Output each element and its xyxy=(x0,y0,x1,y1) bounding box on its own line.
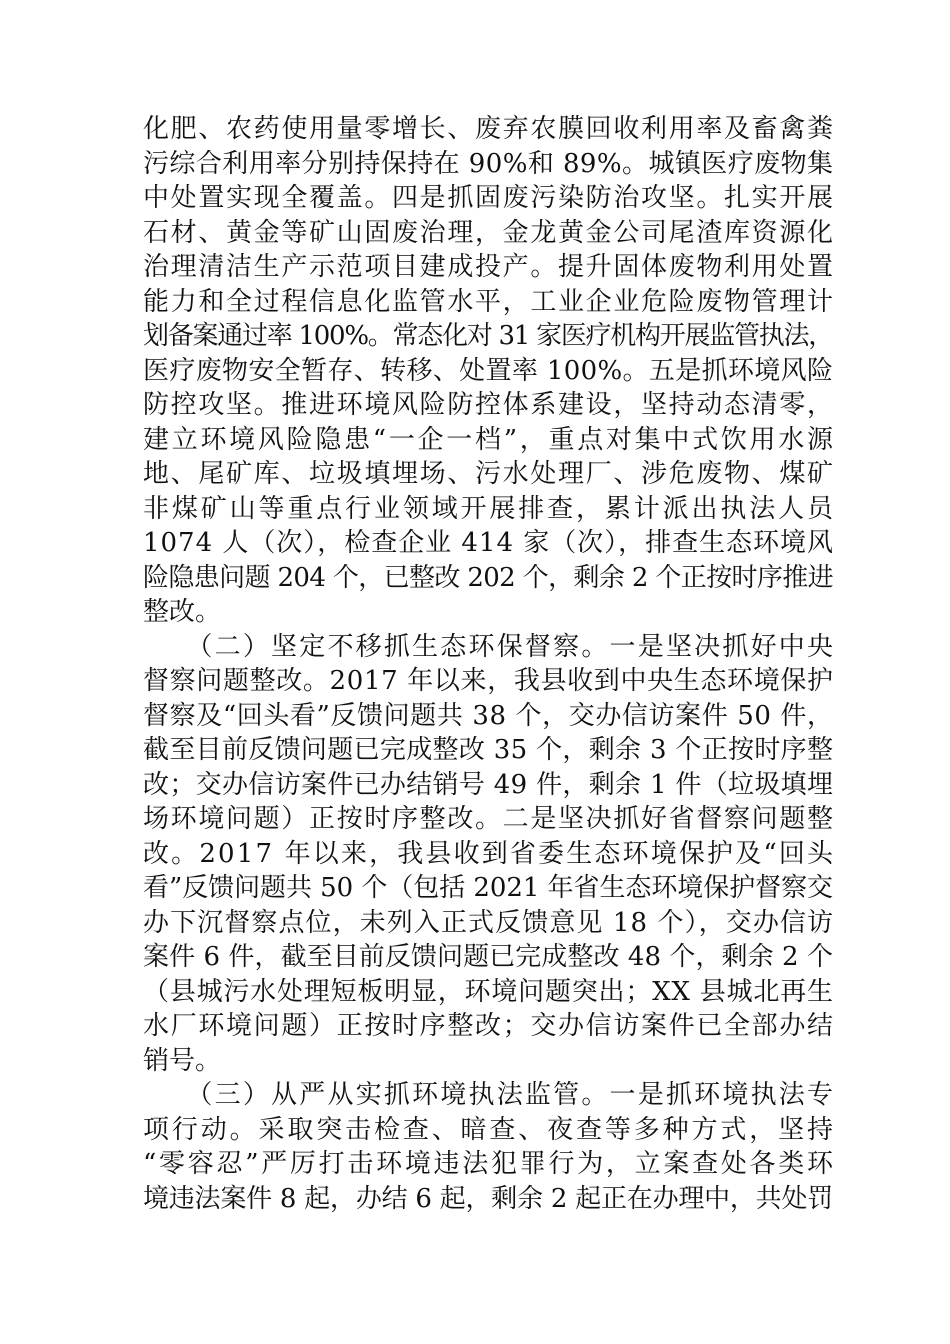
text-line: 督察及“回头看”反馈问题共 38 个，交办信访案件 50 件， xyxy=(143,700,834,731)
text-line: 境违法案件 8 起，办结 6 起，剩余 2 起正在办理中，共处罚 xyxy=(143,1183,833,1214)
text-line: 中处置实现全覆盖。四是抓固废污染防治攻坚。扎实开展 xyxy=(143,183,835,213)
text-line: 改。2017 年以来，我县收到省委生态环境保护及“回头 xyxy=(143,838,836,869)
text-line: 能力和全过程信息化监管水平，工业企业危险废物管理计 xyxy=(143,286,835,317)
text-line: 治理清洁生产示范项目建成投产。提升固体废物利用处置 xyxy=(143,252,835,282)
text-line: 水厂环境问题）正按时序整改；交办信访案件已全部办结 xyxy=(143,1011,835,1041)
text-line: 1074 人（次），检查企业 414 家（次），排查生态环境风 xyxy=(143,528,834,558)
text-line: 医疗废物安全暂存、转移、处置率 100%。五是抓环境风险 xyxy=(143,355,834,386)
text-line: 建立环境风险隐患“一企一档”，重点对集中式饮用水源 xyxy=(143,424,836,455)
text-line: 险隐患问题 204 个，已整改 202 个，剩余 2 个正按时序推进 xyxy=(143,562,833,593)
text-line: 化肥、农药使用量零增长、废弃农膜回收利用率及畜禽粪 xyxy=(143,114,835,144)
text-line: 污综合利用率分别持保持在 90%和 89%。城镇医疗废物集 xyxy=(143,148,834,179)
text-line: 划备案通过率 100%。常态化对 31 家医疗机构开展监管执法， xyxy=(143,321,833,351)
text-line: 地、尾矿库、垃圾填埋场、污水处理厂、涉危废物、煤矿 xyxy=(143,459,835,489)
text-line: 办下沉督察点位，未列入正式反馈意见 18 个），交办信访 xyxy=(143,907,835,938)
text-line: 销号。 xyxy=(143,1045,222,1076)
text-line: （县城污水处理短板明显，环境问题突出；XX 县城北再生 xyxy=(143,976,834,1007)
text-line: 防控攻坚。推进环境风险防控体系建设，坚持动态清零， xyxy=(143,390,835,420)
text-line: 看”反馈问题共 50 个（包括 2021 年省生态环境保护督察交 xyxy=(143,873,833,903)
text-line: “零容忍”严厉打击环境违法犯罪行为，立案查处各类环 xyxy=(143,1149,836,1179)
text-line: 督察问题整改。2017 年以来，我县收到中央生态环境保护 xyxy=(143,666,834,696)
text-line: 场环境问题）正按时序整改。二是坚决抓好省督察问题整 xyxy=(143,804,835,834)
text-line: 改；交办信访案件已办结销号 49 件，剩余 1 件（垃圾填埋 xyxy=(143,769,834,800)
text-line: 项行动。采取突击检查、暗查、夜查等多种方式，坚持 xyxy=(143,1114,836,1145)
text-line: 整改。 xyxy=(143,597,222,627)
text-line: 石材、黄金等矿山固废治理，金龙黄金公司尾渣库资源化 xyxy=(143,217,835,248)
text-line: （二）坚定不移抓生态环保督察。一是坚决抓好中央 xyxy=(143,631,836,662)
body-text xyxy=(143,112,836,1216)
text-line: 截至目前反馈问题已完成整改 35 个，剩余 3 个正按时序整 xyxy=(143,735,834,765)
text-line: 非煤矿山等重点行业领域开展排查，累计派出执法人员 xyxy=(143,493,836,524)
text-line: （三）从严从实抓环境执法监管。一是抓环境执法专 xyxy=(143,1080,836,1110)
text-line: 案件 6 件，截至目前反馈问题已完成整改 48 个，剩余 2 个 xyxy=(143,942,834,972)
